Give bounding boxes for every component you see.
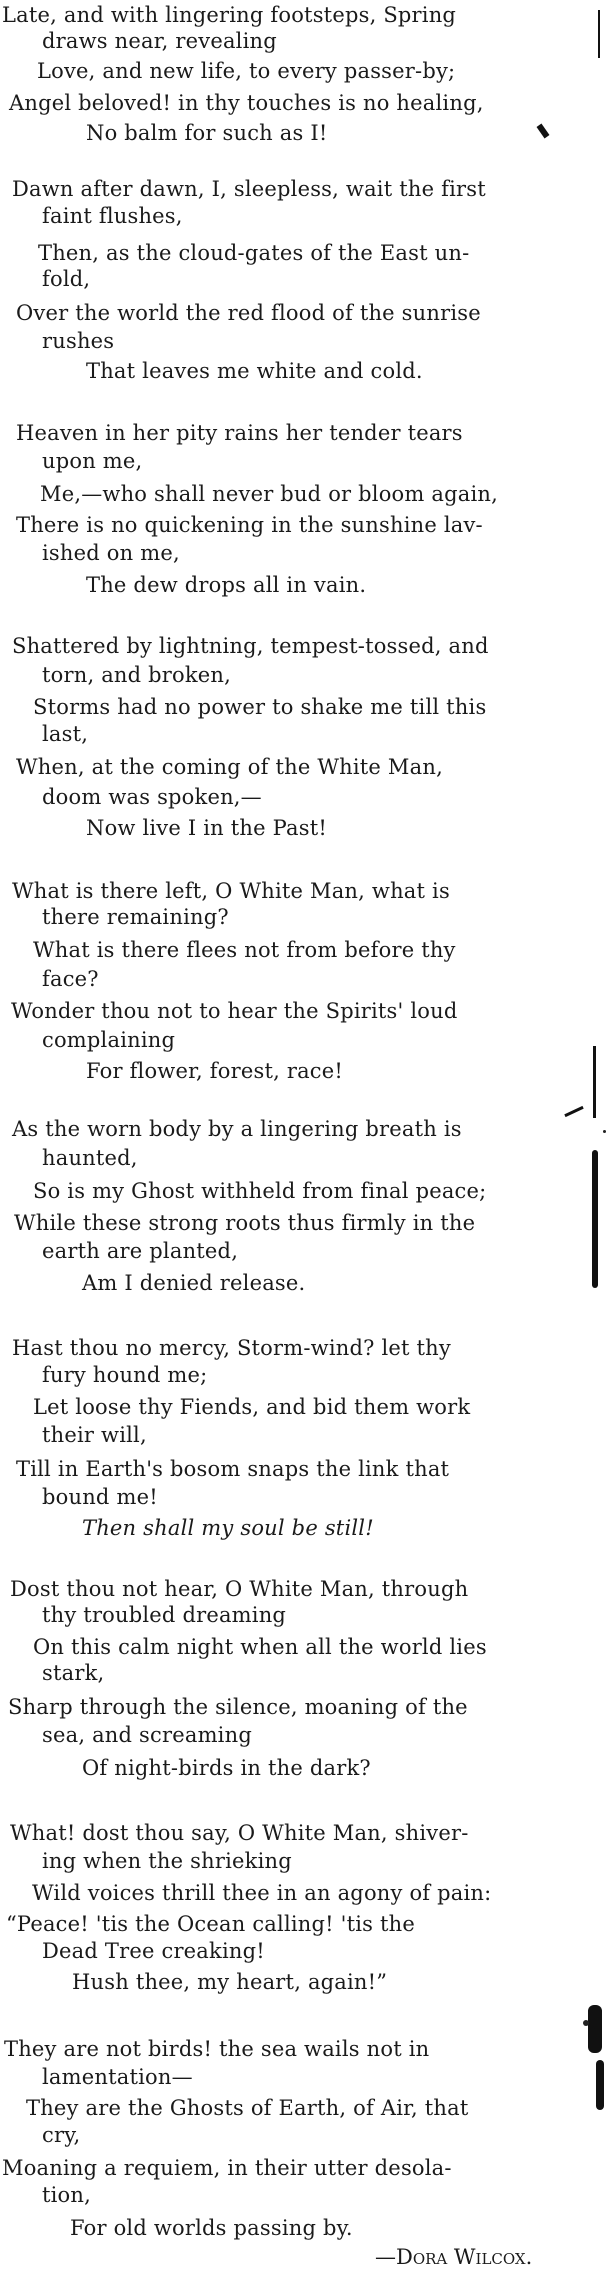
poem-line: Over the world the red flood of the sunrise xyxy=(16,301,481,325)
poem-line: So is my Ghost withheld from final peace; xyxy=(33,1179,487,1203)
poem-line: On this calm night when all the world lies xyxy=(33,1635,487,1659)
poem-line: They are not birds! the sea wails not in xyxy=(4,2037,430,2061)
poem-line: cry, xyxy=(42,2123,81,2147)
scan-artifact xyxy=(603,1130,606,1133)
poem-line: Dawn after dawn, I, sleepless, wait the first xyxy=(12,177,486,201)
poem-line: When, at the coming of the White Man, xyxy=(16,755,443,779)
poem-line: faint flushes, xyxy=(42,204,183,228)
poem-line: tion, xyxy=(42,2183,91,2207)
poem-line: What is there left, O White Man, what is xyxy=(12,879,450,903)
scan-artifact xyxy=(588,2005,602,2053)
poem-line: thy troubled dreaming xyxy=(42,1603,287,1627)
poem-line: ished on me, xyxy=(42,541,180,565)
poem-line: They are the Ghosts of Earth, of Air, that xyxy=(26,2096,469,2120)
poem-line: Of night-birds in the dark? xyxy=(82,1756,371,1780)
scan-artifact xyxy=(564,1106,583,1117)
poem-line: Am I denied release. xyxy=(82,1271,306,1295)
poem-line: lamentation— xyxy=(42,2065,193,2089)
poem-line: Angel beloved! in thy touches is no healing, xyxy=(9,91,484,115)
poem-line: Wonder thou not to hear the Spirits' loud xyxy=(11,999,458,1023)
poem-line: For flower, forest, race! xyxy=(86,1059,344,1083)
poem-line: Storms had no power to shake me till this xyxy=(33,695,487,719)
poem-line: Late, and with lingering footsteps, Spring xyxy=(2,3,457,27)
poem-line: fury hound me; xyxy=(42,1363,208,1387)
poem-line: For old worlds passing by. xyxy=(70,2216,353,2240)
poem-line: fold, xyxy=(42,267,91,291)
poem-line: What is there flees not from before thy xyxy=(33,938,456,962)
poem-line: Dost thou not hear, O White Man, through xyxy=(10,1577,469,1601)
poem-line: There is no quickening in the sunshine lav- xyxy=(16,513,483,537)
poem-line: Sharp through the silence, moaning of the xyxy=(8,1695,468,1719)
poem-line: upon me, xyxy=(42,449,143,473)
poem-line: Wild voices thrill thee in an agony of pain: xyxy=(32,1881,492,1905)
poem-line: While these strong roots thus firmly in the xyxy=(14,1211,476,1235)
scan-artifact xyxy=(598,10,600,58)
poem-line: their will, xyxy=(42,1423,147,1447)
poem-line: doom was spoken,— xyxy=(42,785,262,809)
poem-line: there remaining? xyxy=(42,905,229,929)
poem-line: last, xyxy=(42,722,89,746)
scan-artifact xyxy=(592,1150,598,1288)
scan-artifact xyxy=(593,1046,596,1118)
attribution-dash: — xyxy=(375,2245,396,2269)
poem-line: No balm for such as I! xyxy=(86,121,328,145)
scan-artifact xyxy=(596,2060,604,2110)
poem-line: Dead Tree creaking! xyxy=(42,1939,265,1963)
poem-line: As the worn body by a lingering breath is xyxy=(12,1117,462,1141)
author-name: Dora Wilcox. xyxy=(396,2245,533,2269)
poem-line: Moaning a requiem, in their utter desola- xyxy=(2,2156,452,2180)
poem-line: Shattered by lightning, tempest-tossed, and xyxy=(12,634,489,658)
poem-line: draws near, revealing xyxy=(42,29,277,53)
scan-artifact xyxy=(583,2020,589,2026)
poem-line: Let loose thy Fiends, and bid them work xyxy=(33,1395,471,1419)
poem-line: Heaven in her pity rains her tender tears xyxy=(16,421,463,445)
poem-line: complaining xyxy=(42,1028,176,1052)
poem-line: ing when the shrieking xyxy=(42,1849,292,1873)
poem-line: face? xyxy=(42,967,99,991)
poem-line: Love, and new life, to every passer-by; xyxy=(37,59,456,83)
poem-line: sea, and screaming xyxy=(42,1723,252,1747)
poem-line: Till in Earth's bosom snaps the link that xyxy=(16,1457,450,1481)
poem-line: rushes xyxy=(42,329,115,353)
poem-line: Hush thee, my heart, again!” xyxy=(72,1970,388,1994)
poem-line: Me,—who shall never bud or bloom again, xyxy=(40,482,498,506)
poem-line: stark, xyxy=(42,1661,105,1685)
poem-line: That leaves me white and cold. xyxy=(86,359,423,383)
poem-line-italic: Then shall my soul be still! xyxy=(82,1516,374,1540)
poem-line: The dew drops all in vain. xyxy=(86,573,367,597)
poem-line: What! dost thou say, O White Man, shiver- xyxy=(10,1821,469,1845)
poem-line: earth are planted, xyxy=(42,1239,239,1263)
poem-line: “Peace! 'tis the Ocean calling! 'tis the xyxy=(6,1912,416,1936)
poem-line: Now live I in the Past! xyxy=(86,816,327,840)
poem-line: haunted, xyxy=(42,1146,138,1170)
poem-line: torn, and broken, xyxy=(42,663,232,687)
poem-line: Hast thou no mercy, Storm-wind? let thy xyxy=(12,1336,451,1360)
attribution xyxy=(375,2244,532,2270)
poem-line: Then, as the cloud-gates of the East un- xyxy=(38,241,470,265)
poem-line: bound me! xyxy=(42,1485,158,1509)
